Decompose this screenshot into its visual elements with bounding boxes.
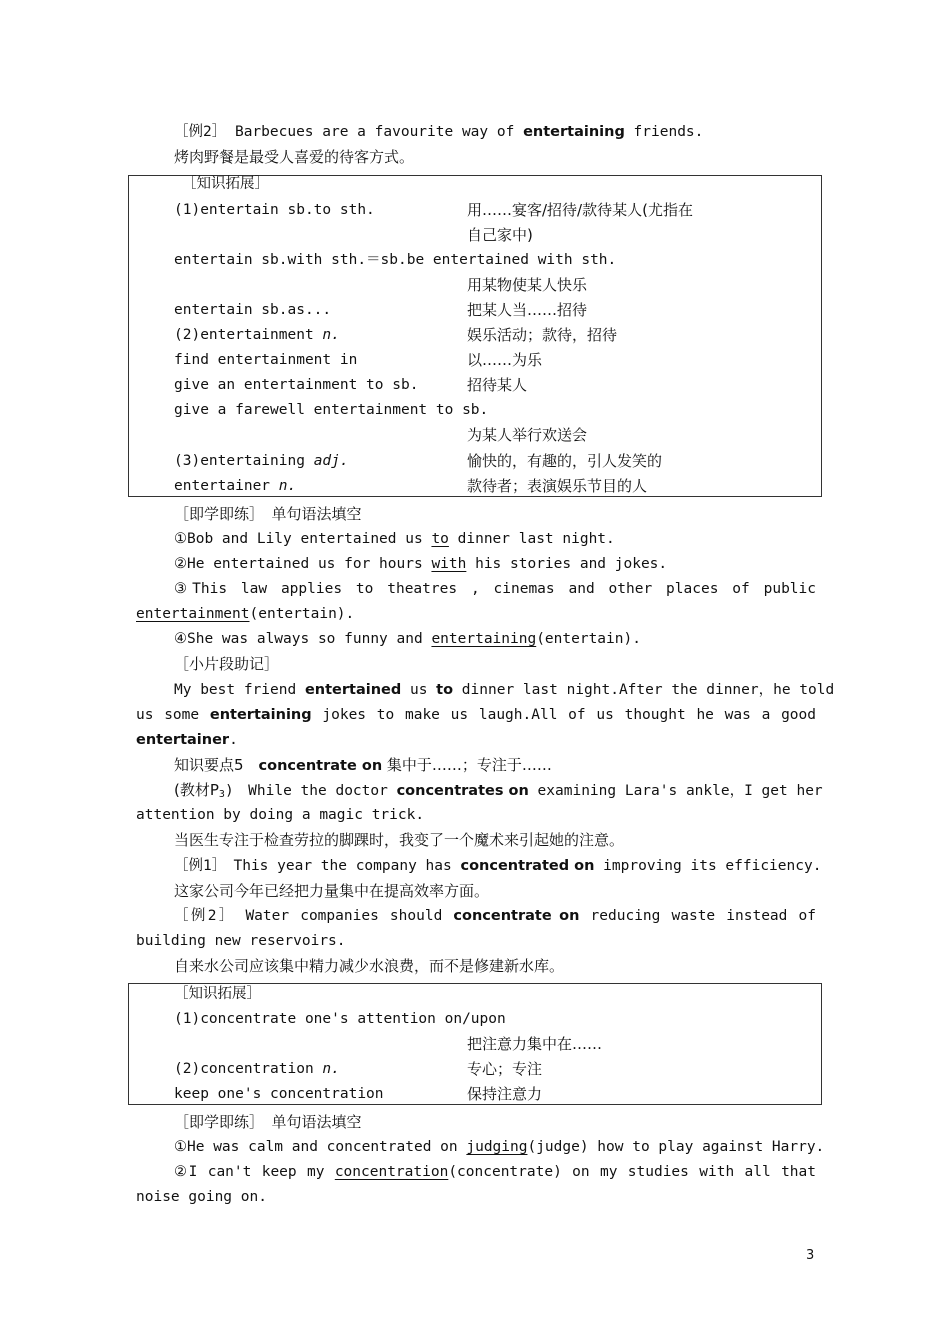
practice-item-1: ①Bob and Lily entertained us to dinner last night.	[174, 531, 615, 547]
practice-item-2: ②He entertained us for hours with his stories and jokes.	[174, 556, 668, 572]
expansion-meaning: 愉快的，有趣的，引人发笑的	[467, 452, 663, 470]
expansion-meaning: 专心；专注	[467, 1060, 543, 1078]
expansion-term: (1)concentrate one's attention on/upon	[174, 1011, 506, 1027]
expansion-term: give an entertainment to sb.	[174, 377, 419, 393]
knowledge-expansion-title-2: ［知识拓展］	[174, 986, 261, 1002]
expansion-meaning: 招待某人	[467, 376, 528, 394]
answer-blank: entertaining	[431, 631, 537, 647]
practice-title-1: ［即学即练］ 单句语法填空	[174, 505, 362, 523]
expansion-term: entertain sb.with sth.＝sb.be entertained with sth.	[174, 252, 617, 268]
answer-blank: to	[431, 531, 449, 547]
expansion-term: entertainer n.	[174, 478, 297, 494]
example-1-concentrate: ［例1］ This year the company has concentrated on improving its efficiency.	[174, 858, 822, 874]
expansion-meaning: 用某物使某人快乐	[467, 276, 588, 294]
expansion-term: (3)entertaining adj.	[174, 453, 349, 469]
answer-blank: with	[431, 556, 467, 572]
expansion-meaning: 以……为乐	[467, 351, 543, 369]
practice-item-1b: ①He was calm and concentrated on judging(judge) how to play against Harry.	[174, 1139, 825, 1155]
textbook-sentence: (教材$P_3$) While the doctor concentrates on examining Lara's ankle，I get her	[174, 781, 823, 800]
answer-blank: entertainment	[136, 606, 250, 622]
memo-title: ［小片段助记］	[174, 655, 280, 673]
expansion-meaning: 保持注意力	[467, 1085, 543, 1103]
expansion-term: (2)entertainment n.	[174, 327, 340, 343]
expansion-meaning: 用……宴客/招待/款待某人(尤指在	[467, 201, 693, 219]
memo-line-1: My best friend entertained us to dinner last night.After the dinner，he told	[174, 682, 835, 698]
knowledge-expansion-title: ［知识拓展］	[182, 176, 269, 192]
expansion-meaning: 款待者；表演娱乐节目的人	[467, 477, 648, 495]
textbook-translation: 当医生专注于检查劳拉的脚踝时，我变了一个魔术来引起她的注意。	[174, 831, 625, 849]
expansion-term: find entertainment in	[174, 352, 358, 368]
expansion-term: entertain sb.as...	[174, 302, 332, 318]
example-2-cont: building new reservoirs.	[136, 933, 346, 949]
example-2-concentrate: ［例2］ Water companies should concentrate on reducing waste instead of	[174, 908, 816, 924]
expansion-meaning: 自己家中)	[467, 226, 533, 244]
expansion-term: keep one's concentration	[174, 1086, 384, 1102]
practice-item-3-cont: entertainment(entertain).	[136, 606, 355, 622]
example-2-translation: 烤肉野餐是最受人喜爱的待客方式。	[174, 148, 415, 166]
expansion-meaning: 为某人举行欢送会	[467, 426, 588, 444]
textbook-sentence-cont: attention by doing a magic trick.	[136, 807, 425, 823]
key-point-5-heading: 知识要点5 concentrate on 集中于……；专注于……	[174, 756, 552, 774]
expansion-term: (2)concentration n.	[174, 1061, 340, 1077]
practice-item-3: ③This law applies to theatres , cinemas and other places of public	[174, 581, 816, 597]
answer-blank: concentration	[334, 1164, 449, 1180]
expansion-term: give a farewell entertainment to sb.	[174, 402, 489, 418]
practice-item-4: ④She was always so funny and entertaining(entertain).	[174, 631, 641, 647]
practice-item-2b: ②I can't keep my concentration(concentrate) on my studies with all that	[174, 1164, 816, 1180]
practice-title-2: ［即学即练］ 单句语法填空	[174, 1113, 362, 1131]
expansion-meaning: 把注意力集中在……	[467, 1035, 603, 1053]
expansion-meaning: 娱乐活动；款待，招待	[467, 326, 618, 344]
example-2-entertain: ［例2］ Barbecues are a favourite way of entertaining friends.	[174, 124, 704, 140]
expansion-term: (1)entertain sb.to sth.	[174, 202, 375, 218]
answer-blank: judging	[466, 1139, 528, 1155]
expansion-meaning: 把某人当……招待	[467, 301, 588, 319]
example-2-concentrate-translation: 自来水公司应该集中精力减少水浪费，而不是修建新水库。	[174, 957, 565, 975]
memo-line-2: us some entertaining jokes to make us laugh.All of us thought he was a good	[136, 707, 816, 723]
page-number: 3	[806, 1248, 815, 1263]
memo-line-3: entertainer.	[136, 732, 238, 748]
practice-item-2b-cont: noise going on.	[136, 1189, 267, 1205]
example-1-translation: 这家公司今年已经把力量集中在提高效率方面。	[174, 882, 490, 900]
